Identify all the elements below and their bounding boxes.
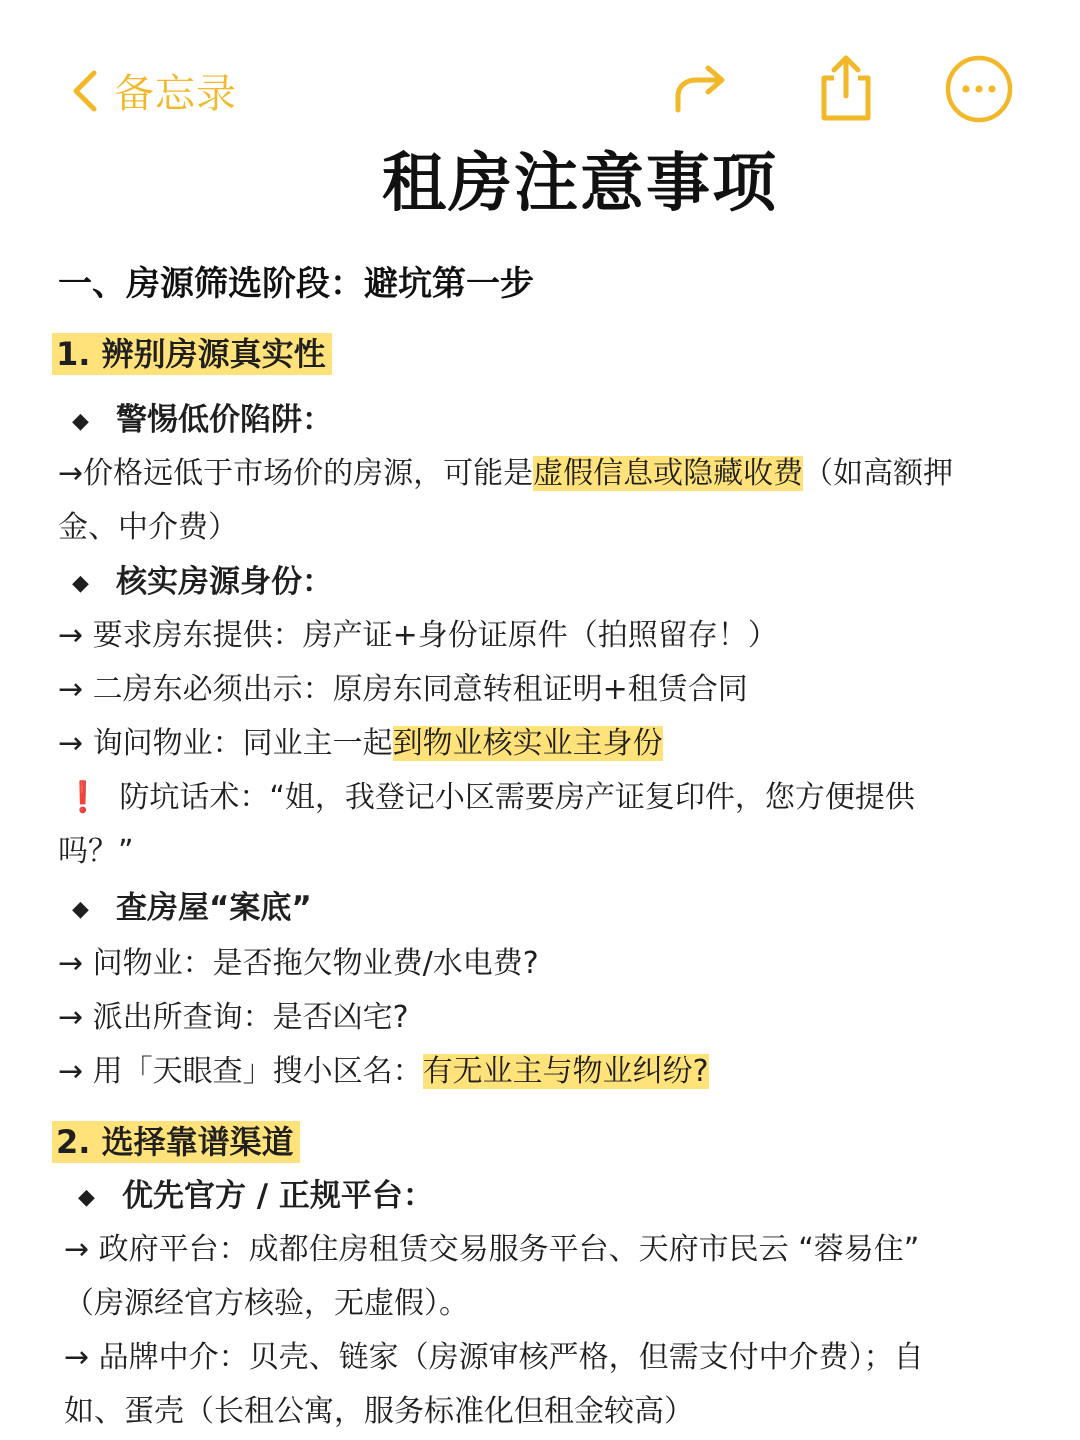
text-line: → 政府平台：成都住房租赁交易服务平台、天府市民云 “蓉易住”	[64, 1232, 920, 1267]
highlighted-text: 有无业主与物业纠纷?	[422, 1054, 709, 1089]
bullet-item	[58, 398, 333, 444]
exclamation-icon: ❗	[64, 780, 102, 815]
bullet-item	[58, 560, 333, 606]
text-line: → 要求房东提供：房产证+身份证原件（拍照留存！）	[58, 618, 778, 653]
diamond-bullet-icon: ◆	[72, 897, 89, 922]
bullet-label: 优先官方 / 正规平台：	[122, 1178, 434, 1214]
text-span: 防坑话术：“姐，我登记小区需要房产证复印件，您方便提供	[119, 780, 915, 815]
text-line: 如、蛋壳（长租公寓，服务标准化但租金较高）	[64, 1394, 694, 1429]
text-span: （如高额押	[803, 456, 954, 491]
text-line	[58, 452, 953, 496]
bullet-item	[58, 886, 312, 932]
subheading-row	[52, 1120, 300, 1166]
text-line: 金、中介费）	[58, 510, 238, 545]
text-line	[58, 776, 915, 820]
diamond-bullet-icon: ◆	[72, 571, 89, 596]
bullet-label: 核实房源身份：	[116, 564, 333, 600]
text-line: 吗？”	[58, 834, 134, 869]
bullet-label: 警惕低价陷阱：	[116, 402, 333, 438]
text-line	[58, 1050, 709, 1094]
text-span: → 询问物业：同业主一起	[58, 726, 393, 761]
redo-icon[interactable]	[668, 58, 732, 122]
highlighted-text: 到物业核实业主身份	[392, 726, 663, 761]
diamond-bullet-icon: ◆	[72, 409, 89, 434]
note-title: 租房注意事项	[382, 147, 778, 221]
text-line: → 二房东必须出示：原房东同意转租证明+租赁合同	[58, 672, 748, 707]
chevron-left-icon	[68, 67, 102, 115]
bullet-item	[64, 1174, 434, 1220]
subheading-row	[52, 332, 332, 378]
subheading: 2. 选择靠谱渠道	[52, 1121, 300, 1163]
text-span: →价格远低于市场价的房源，可能是	[58, 456, 534, 491]
share-icon[interactable]	[814, 52, 878, 124]
section-heading: 一、房源筛选阶段：避坑第一步	[58, 264, 534, 304]
text-line: （房源经官方核验，无虚假）。	[64, 1286, 469, 1321]
text-line: → 问物业：是否拖欠物业费/水电费?	[58, 946, 539, 981]
bullet-label: 查房屋“案底”	[116, 890, 312, 926]
text-line: → 派出所查询：是否凶宅?	[58, 1000, 409, 1035]
back-button[interactable]	[68, 62, 237, 119]
back-label: 备忘录	[114, 71, 237, 117]
text-span: → 用「天眼查」搜小区名：	[58, 1054, 423, 1089]
more-icon[interactable]	[944, 54, 1014, 124]
diamond-bullet-icon: ◆	[78, 1185, 95, 1210]
subheading: 1. 辨别房源真实性	[52, 333, 332, 375]
navigation-bar	[0, 0, 1080, 140]
text-line: → 品牌中介：贝壳、链家（房源审核严格，但需支付中介费）；自	[64, 1340, 924, 1375]
highlighted-text: 虚假信息或隐藏收费	[533, 456, 804, 491]
text-line	[58, 722, 663, 766]
